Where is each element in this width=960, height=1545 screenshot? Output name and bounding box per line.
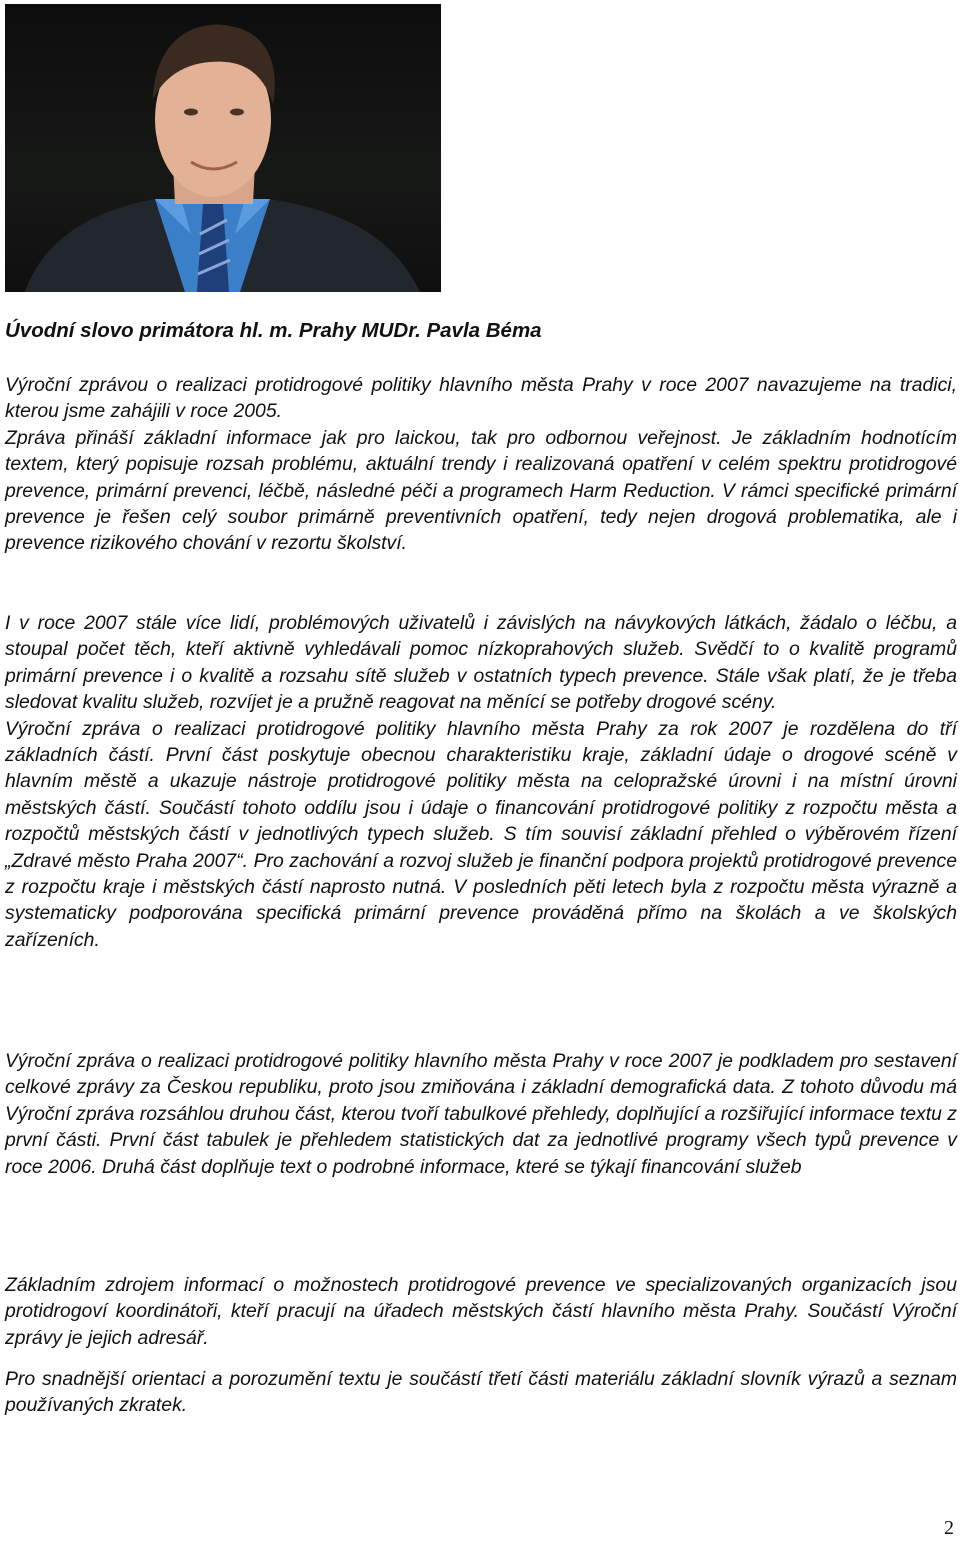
paragraph: Základním zdrojem informací o možnostech protidrogové prevence ve specializovaných organizacích jsou protidrogoví koordinátoři, kteří pracují na úřadech městských částí hlavního města Prahy. Součástí Výroční zprávy je jejich adresář. [5, 1274, 957, 1349]
portrait-photo [5, 4, 441, 292]
page-heading: Úvodní slovo primátora hl. m. Prahy MUDr. Pavla Béma [5, 319, 542, 342]
paragraph-sentence: Výroční zpráva o realizaci protidrogové politiky hlavního města Prahy za rok 2007 je rozdělena do tří základních částí. První část poskytuje obecnou charakteristiku kraje, základní údaje o drogové scéně v hlavním městě a ukazuje nástroje protidrogové politiky města na celopražské úrovni i na místní úrovni městských částí. Součástí tohoto oddílu jsou i údaje o financování protidrogové politiky z rozpočtu města a rozpočtů městských částí v jednotlivých typech služeb. S tím souvisí základní přehled o výběrovém řízení „Zdravé město Praha 2007“. Pro zachování a rozvoj služeb je finanční podpora projektů protidrogové prevence z rozpočtu kraje i městských částí naprosto nutná. V posledních pěti letech byla z rozpočtu města výrazně a systematicky podporována specifická primární prevence prováděná přímo na školách a ve školských zařízeních. [5, 717, 957, 951]
paragraph-sentence: Výroční zprávou o realizaci protidrogové politiky hlavního města Prahy v roce 2007 navazujeme na tradici, kterou jsme zahájili v roce 2005. [5, 374, 957, 423]
paragraph-sentence: Zpráva přináší základní informace jak pro laickou, tak pro odbornou veřejnost. Je základním hodnotícím textem, který popisuje rozsah problému, aktuální trendy i realizovaná opatření v celém spektru protidrogové prevence, primární prevenci, léčbě, následné péči a programech Harm Reduction. V rámci specifické primární prevence je řešen celý soubor primárně preventivních opatření, tedy nejen drogová problematika, ale i prevence rizikového chování v rezortu školství. [5, 426, 957, 555]
paragraph [5, 372, 957, 557]
paragraph [5, 610, 957, 953]
paragraph-sentence: I v roce 2007 stále více lidí, problémových uživatelů i závislých na návykových látkách, žádalo o léčbu, a stoupal počet těch, kteří aktivně vyhledávali pomoc nízkoprahových služeb. Svědčí to o kvalitě programů primární prevence i o kvalitě a rozsahu sítě služeb v ostatních typech prevence. Stále však platí, že je třeba sledovat kvalitu služeb, rozvíjet je a pružně reagovat na měnící se potřeby drogové scény. [5, 612, 957, 714]
page-number: 2 [944, 1517, 954, 1539]
paragraph: Výroční zpráva o realizaci protidrogové politiky hlavního města Prahy v roce 2007 je podkladem pro sestavení celkové zprávy za Českou republiku, proto jsou zmiňována i základní demografická data. Z tohoto důvodu má Výroční zpráva rozsáhlou druhou část, kterou tvoří tabulkové přehledy, doplňující a rozšiřující informace textu z první části. První část tabulek je přehledem statistických dat za jednotlivé programy všech typů prevence v roce 2006. Druhá část doplňuje text o podrobné informace, které se týkají financování služeb [5, 1050, 957, 1178]
paragraph: Pro snadnější orientaci a porozumění textu je součástí třetí části materiálu základní slovník výrazů a seznam používaných zkratek. [5, 1368, 957, 1417]
